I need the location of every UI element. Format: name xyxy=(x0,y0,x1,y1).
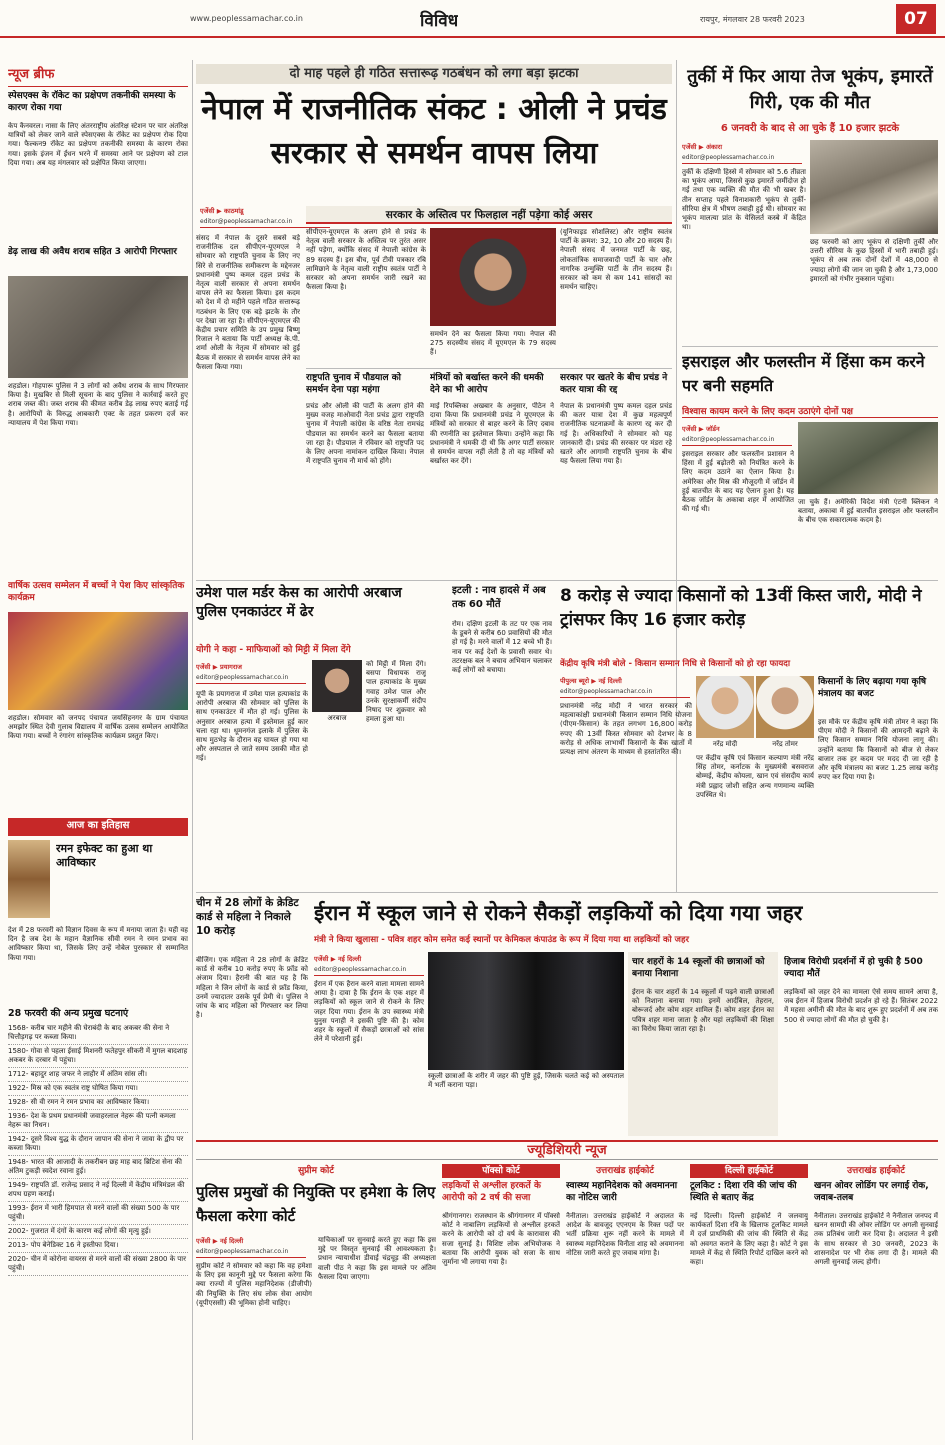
nepal-email: editor@peoplessamachar.co.in xyxy=(200,218,330,228)
brief-liquor-photo xyxy=(8,276,188,378)
sc-body2: याचिकाओं पर सुनवाई करते हुए कहा कि इस मुद्दे पर विस्तृत सुनवाई की आवश्यकता है। प्रधान न्यायाधीश डीवाई चंद्रचूड़ की अध्यक्षता वाली पीठ ने कहा कि इस मामले पर अंतिम फैसला दिया जाएगा। xyxy=(318,1236,436,1281)
israel-byline: एजेंसी ▶ जॉर्डन xyxy=(682,425,720,433)
history-event: 2020- चीन में कोरोना वायरस से मरने वालों की संख्या 2800 के पार पहुंची। xyxy=(8,1253,188,1276)
turkey-byline: एजेंसी ▶ अंकारा xyxy=(682,143,723,151)
nepal-sub-head: सरकार के अस्तित्व पर फिलहाल नहीं पड़ेगा कोई असर xyxy=(306,206,672,224)
pocso-label: पॉक्सो कोर्ट xyxy=(442,1164,560,1178)
history-events-title: 28 फरवरी की अन्य प्रमुख घटनाएं xyxy=(8,1008,129,1019)
uk2-label: उत्तराखंड हाईकोर्ट xyxy=(847,1166,905,1176)
iran-subhead: मंत्री ने किया खुलासा - पवित्र शहर कोम समेत कई स्थानों पर केमिकल कंपाउंड के रूप में दिया गया था लड़कियों को जहर xyxy=(314,935,689,945)
iran-box2-body: लड़कियों को जहर देने का मामला ऐसे समय सामने आया है, जब ईरान में हिजाब विरोधी प्रदर्शन हो रहे हैं। सितंबर 2022 में महसा अमीनी की मौत के बाद शुरू हुए प्रदर्शनों में अब तक 500 से ज्यादा लोगों की मौत हो चुकी है। xyxy=(784,988,938,1024)
italy-body: रोम। दक्षिण इटली के तट पर एक नाव के डूबने से करीब 60 प्रवासियों की मौत हो गई है। मरने वालों में 12 बच्चे भी हैं। नाव पर कई देशों के प्रवासी सवार थे। तटरक्षक बल ने बचाव अभियान चलाकर कई लोगों को बचाया। xyxy=(452,620,552,675)
turkey-rubble-photo xyxy=(810,140,938,234)
farmers-byline: पीपुल्स ब्यूरो ▶ नई दिल्ली xyxy=(560,677,622,685)
sc-title: पुलिस प्रमुखों की नियुक्ति पर हमेशा के लिए फैसला करेगा कोर्ट xyxy=(196,1183,436,1225)
brief-liquor-body: शहडोल। गोहपारू पुलिस ने 3 लोगों को अवैध शराब के साथ गिरफ्तार किया है। मुखबिर से मिली सूचना के बाद पुलिस ने कार्रवाई करते हुए शराब जब्त की। जब्त शराब की कीमत करीब डेढ़ लाख रुपए बताई गई है। आरोपियों के विरुद्ध आबकारी एक्ट के तहत प्रकरण दर्ज कर न्यायालय में पेश किया गया। xyxy=(8,382,188,427)
iran-byline: एजेंसी ▶ नई दिल्ली xyxy=(314,955,362,963)
pocso-title: लड़कियों से अश्लील हरकतें के आरोपी को 2 वर्ष की सजा xyxy=(442,1181,541,1203)
uk2-body: नैनीताल। उत्तराखंड हाईकोर्ट ने नैनीताल जनपद में खनन सामग्री की ओवर लोडिंग पर अगली सुनवाई तक प्रतिबंध जारी कर दिया है। अदालत ने इसी के साथ सरकार से 30 जनवरी, 2023 के शासनादेश पर भी रोक लगा दी है। मामले की अगली सुनवाई जल्द होगी। xyxy=(814,1212,938,1267)
umesh-body: यूपी के प्रयागराज में उमेश पाल हत्याकांड के आरोपी अरबाज की सोमवार को पुलिस के साथ एनकाउंटर में मौत हो गई। पुलिस के अनुसार अरबाज हत्या में इस्तेमाल हुई कार चला रहा था। धूमनगंज इलाके में पुलिस के साथ मुठभेड़ के दौरान वह घायल हो गया था और अस्पताल ले जाते समय उसकी मौत हो गई। xyxy=(196,690,308,763)
tomar-photo xyxy=(756,676,814,738)
iran-headline: ईरान में स्कूल जाने से रोकने सैकड़ों लड़कियों को दिया गया जहर xyxy=(314,901,803,925)
modi-caption: नरेंद्र मोदी xyxy=(712,740,738,748)
history-event: 1922- मिस्र को एक स्वतंत्र राष्ट्र घोषित किया गया। xyxy=(8,1082,188,1096)
iran-box1-title: चार शहरों के 14 स्कूलों की छात्राओं को बनाया निशाना xyxy=(632,957,765,979)
history-body: देश में 28 फरवरी को विज्ञान दिवस के रूप में मनाया जाता है। यही वह दिन है जब देश के महान वैज्ञानिक सीवी रमन ने रमन प्रभाव का आविष्कार किया था, जिसके लिए उन्हें नोबेल पुरस्कार से सम्मानित किया गया। xyxy=(8,926,188,962)
history-event: 1948- भारत की आजादी के तकरीबन छह माह बाद ब्रिटिश सेना की अंतिम टुकड़ी स्वदेश रवाना हुई। xyxy=(8,1156,188,1179)
history-event: 2013- पोप बेनेडिक्ट 16 ने इस्तीफा दिया। xyxy=(8,1239,188,1253)
turkey-body: तुर्की के दक्षिणी हिस्से में सोमवार को 5.6 तीव्रता का भूकंप आया, जिससे कुछ इमारतें जमींदोज हो गईं तथा एक व्यक्ति की मौत की भी खबर है। तीन सप्ताह पहले विनाशकारी भूकंप से तुर्की-सीरिया क्षेत्र में भीषण तबाही हुई थी। सोमवार का भूकंप मालत्या प्रांत के येसिलर्त कस्बे में केंद्रित था। xyxy=(682,168,806,232)
arbaz-photo xyxy=(312,660,362,712)
history-event: 1936- देश के प्रथम प्रधानमंत्री जवाहरलाल नेहरू की पत्नी कमला नेहरू का निधन। xyxy=(8,1110,188,1133)
turkey-subhead: 6 जनवरी के बाद से आ चुके हैं 10 हजार झटके xyxy=(720,123,900,134)
china-title: चीन में 28 लोगों के क्रेडिट कार्ड से महिला ने निकाले 10 करोड़ xyxy=(196,897,299,937)
uk1-body: नैनीताल। उत्तराखंड हाईकोर्ट ने अदालत के आदेश के बावजूद एएनएम के रिक्त पदों पर भर्ती प्रक्रिया शुरू नहीं करने के मामले में स्वास्थ्य महानिदेशक विनीता शाह को अवमानना नोटिस जारी करते हुए जवाब मांगा है। xyxy=(566,1212,684,1257)
uk1-title: स्वास्थ्य महानिदेशक को अवमानना का नोटिस जारी xyxy=(566,1181,678,1203)
umesh-body2: को मिट्टी में मिला देंगे। बसपा विधायक राजू पाल हत्याकांड के मुख्य गवाह उमेश पाल और उनके सुरक्षाकर्मी संदीप निषाद पर शुक्रवार को हमला हुआ था। xyxy=(366,660,426,724)
nepal-col1-title: राष्ट्रपति चुनाव में पौडयाल को समर्थन देना पड़ा महंगा xyxy=(306,373,401,395)
history-event: 1712- बहादुर शाह जफर ने लाहौर में अंतिम सांस ली। xyxy=(8,1068,188,1082)
brief-culture-body: शहडोल। सोमवार को जनपद पंचायत जयसिंहनगर के ग्राम पंचायत अमझोर स्थित देवी गुलाब विद्यालय में वार्षिक उत्सव सम्मेलन आयोजित किया गया। बच्चों ने रंगारंग सांस्कृतिक कार्यक्रम प्रस्तुत किए। xyxy=(8,714,188,741)
nepal-col2-title: मंत्रियों को बर्खास्त करने की धमकी देने का भी आरोप xyxy=(430,373,544,395)
nepal-headline: नेपाल में राजनीतिक संकट : ओली ने प्रचंड सरकार से समर्थन वापस लिया xyxy=(201,92,667,171)
dl-title: टूलकिट : दिशा रवि की जांच की स्थिति से बताए केंद्र xyxy=(690,1181,797,1203)
iran-girls-photo xyxy=(428,952,624,1070)
history-event: 1993- ईरान में भारी हिमपात से मरने वालों की संख्या 500 के पार पहुंची। xyxy=(8,1202,188,1225)
brief-spacex-title: स्पेसएक्स के रॉकेट का प्रक्षेपण तकनीकी समस्या के कारण रोका गया xyxy=(8,91,176,113)
italy-title: इटली : नाव हादसे में अब तक 60 मौतें xyxy=(452,585,546,610)
uk2-title: खनन ओवर लोडिंग पर लगाई रोक, जवाब-तलब xyxy=(814,1181,929,1203)
section-title: विविध xyxy=(420,11,459,31)
iran-box1-body: ईरान के चार शहरों के 14 स्कूलों में पढ़ने वाली छात्राओं को निशाना बनाया गया। इनमें आर्दबिल, तेहरान, बोरूजर्द और कोम शहर शामिल हैं। कोम शहर ईरान का पवित्र शहर माना जाता है और यहां लड़कियों की शिक्षा का विरोध किया जाता रहा है। xyxy=(632,988,774,1033)
umesh-subhead: योगी ने कहा - माफियाओं को मिट्टी में मिला देंगे xyxy=(196,645,351,655)
pocso-body: श्रीगंगानगर। राजस्थान के श्रीगंगानगर में पॉक्सो कोर्ट ने नाबालिग लड़कियों से अश्लील हरकतें करने के आरोपी को दो वर्ष के कारावास की सजा सुनाई है। विशिष्ट लोक अभियोजक ने बताया कि आरोपी युवक को सजा के साथ जुर्माना भी लगाया गया है। xyxy=(442,1212,560,1267)
brief-culture-photo xyxy=(8,612,188,710)
farmers-email: editor@peoplessamachar.co.in xyxy=(560,688,690,698)
hourglass-photo xyxy=(8,840,50,918)
israel-body2: जा चुके हैं। अमेरिकी विदेश मंत्री एंटनी ब्लिंकन ने बताया, अकाबा में हुई बातचीत इसराइल और फलस्तीन के बीच एक सकारात्मक कदम है। xyxy=(798,498,938,525)
umesh-email: editor@peoplessamachar.co.in xyxy=(196,674,306,684)
uk1-label: उत्तराखंड हाईकोर्ट xyxy=(596,1166,654,1176)
umesh-headline: उमेश पाल मर्डर केस का आरोपी अरबाज पुलिस एनकाउंटर में ढेर xyxy=(196,585,402,620)
farmers-headline: 8 करोड़ से ज्यादा किसानों को 13वीं किस्त जारी, मोदी ने ट्रांसफर किए 16 हजार करोड़ xyxy=(560,586,922,630)
history-event: 1949- राष्ट्रपति डॉ. राजेन्द्र प्रसाद ने नई दिल्ली में केंद्रीय मंत्रिमंडल की शपथ ग्रहण कराई। xyxy=(8,1179,188,1202)
iran-email: editor@peoplessamachar.co.in xyxy=(314,966,424,976)
arbaz-caption: अरबाज xyxy=(327,714,347,722)
israel-photo xyxy=(798,422,938,494)
page-header xyxy=(0,0,945,38)
sc-body: सुप्रीम कोर्ट ने सोमवार को कहा कि वह हमेशा के लिए इस कानूनी मुद्दे पर फैसला करेगा कि क्या राज्यों में पुलिस महानिदेशक (डीजीपी) की नियुक्ति के लिए संघ लोक सेवा आयोग (यूपीएससी) की भूमिका होनी चाहिए। xyxy=(196,1262,312,1307)
history-title: रमन इफेक्ट का हुआ था आविष्कार xyxy=(56,842,153,869)
sc-byline: एजेंसी ▶ नई दिल्ली xyxy=(196,1237,244,1245)
brief-culture-title: वार्षिक उत्सव सम्मेलन में बच्चों ने पेश किए सांस्कृतिक कार्यक्रम xyxy=(8,581,185,603)
israel-email: editor@peoplessamachar.co.in xyxy=(682,436,792,446)
history-event: 1928- सी वी रमन ने रमन प्रभाव का आविष्कार किया। xyxy=(8,1096,188,1110)
israel-subhead: विश्वास कायम करने के लिए कदम उठाएंगे दोनों पक्ष xyxy=(682,404,938,418)
israel-headline: इसराइल और फलस्तीन में हिंसा कम करने पर बनी सहमति xyxy=(682,352,925,395)
nepal-col1-body: प्रचंड और ओली की पार्टी के अलग होने की मुख्य वजह माओवादी नेता प्रचंड द्वारा राष्ट्रपति चुनाव में नेपाली कांग्रेस के वरिष्ठ नेता रामचंद्र पौडयाल का समर्थन करने का फैसला बताया जा रहा है। पौडयाल ने रविवार को राष्ट्रपति पद के लिए अपना नामांकन दाखिल किया। नेपाल में राष्ट्रपति चुनाव नौ मार्च को होंगे। xyxy=(306,402,424,466)
nepal-col2-body: माई रिपब्लिका अखबार के अनुसार, पीठेन ने दावा किया कि प्रधानमंत्री प्रचंड ने यूएमएल के मंत्रियों को सरकार से बाहर करने के लिए दबाव की रणनीति का इस्तेमाल किया। उन्होंने कहा कि प्रधानमंत्री ने धमकी दी थी कि अगर पार्टी सरकार से समर्थन वापस नहीं लेती है तो वह मंत्रियों को बर्खास्त कर देंगे। xyxy=(430,402,554,466)
website-url: www.peoplessamachar.co.in xyxy=(190,14,303,23)
turkey-email: editor@peoplessamachar.co.in xyxy=(682,154,802,164)
nepal-col3-title: सरकार पर खतरे के बीच प्रचंड ने कतर यात्रा की रद्द xyxy=(560,373,668,395)
history-event: 1568- करीब चार महीने की घेराबंदी के बाद अकबर की सेना ने चित्तौड़गढ़ पर कब्जा किया। xyxy=(8,1022,188,1045)
turkey-headline: तुर्की में फिर आया तेज भूकंप, इमारतें गिरी, एक की मौत xyxy=(687,66,933,113)
nepal-sub-body1: सीपीएन-यूएमएल के अलग होने से प्रचंड के नेतृत्व वाली सरकार के अस्तित्व पर तुरंत असर नहीं पड़ेगा, क्योंकि संसद में नेपाली कांग्रेस के 89 सदस्य हैं। इस बीच, पूर्व टीवी पत्रकार रबि लामिछाने के नेतृत्व वाली राष्ट्रीय स्वतंत्र पार्टी ने सरकार को अपना समर्थन जारी रखने का फैसला किया है। xyxy=(306,228,426,292)
nepal-kicker: दो माह पहले ही गठित सत्तारूढ़ गठबंधन को लगा बड़ा झटका xyxy=(196,64,672,84)
dateline: रायपुर, मंगलवार 28 फरवरी 2023 xyxy=(700,15,805,24)
iran-caption: स्कूली छात्राओं के शरीर में जहर की पुष्टि हुई, जिसके चलते कई को अस्पताल में भर्ती कराना पड़ा। xyxy=(428,1072,624,1090)
modi-photo xyxy=(696,676,754,738)
turkey-body2: छह फरवरी को आए भूकंप से दक्षिणी तुर्की और उत्तरी सीरिया के कुछ हिस्सों में भारी तबाही हुई। भूकंप से अब तक दोनों देशों में 48,000 से ज्यादा लोगों की जान जा चुकी है और 1,73,000 इमारतों को गंभीर नुकसान पहुंचा। xyxy=(810,238,938,283)
nepal-byline: एजेंसी ▶ काठमांडू xyxy=(200,207,244,215)
judiciary-label xyxy=(196,1140,938,1160)
nepal-body: संसद में नेपाल के दूसरे सबसे बड़े राजनीतिक दल सीपीएन-यूएमएल ने सोमवार को राष्ट्रपति चुनाव के लिए नए सिरे से राजनीतिक समीकरण के मद्देनजर प्रधानमंत्री पुष्प कमल दहल प्रचंड के नेतृत्व वाली सरकार से अपना समर्थन वापस लेने का फैसला किया। इस कदम को देश में दो महीने पहले गठित सत्तारूढ़ गठबंधन के लिए एक बड़े झटके के तौर पर देखा जा रहा है। सीपीएन-यूएमएल की केंद्रीय प्रचार समिति के उप प्रमुख बिष्णु रिजाल ने बताया कि पार्टी अध्यक्ष के.पी. शर्मा ओली के नेतृत्व में सोमवार को हुई बैठक में सरकार से समर्थन वापस लेने का फैसला किया गया। xyxy=(196,234,300,371)
farmers-body: प्रधानमंत्री नरेंद्र मोदी ने भारत सरकार की महत्वाकांक्षी प्रधानमंत्री किसान सम्मान निधि योजना (पीएम-किसान) के तहत लगभग 16,800 करोड़ रुपए की 13वीं किस्त सोमवार को देशभर के 8 करोड़ से अधिक लाभार्थी किसानों के बैंक खातों में प्रत्यक्ष लाभ अंतरण के माध्यम से हस्तांतरित की। xyxy=(560,702,692,757)
sc-email: editor@peoplessamachar.co.in xyxy=(196,1248,306,1258)
nepal-photo-caption: समर्थन देने का फैसला किया गया। नेपाल की 275 सदस्यीय संसद में यूएमएल के 79 सदस्य हैं। xyxy=(430,330,556,357)
farmers-side-body: इस मौके पर केंद्रीय कृषि मंत्री तोमर ने कहा कि पीएम मोदी ने किसानों की आमदनी बढ़ाने के लिए किसान सम्मान निधि योजना लागू की। उन्होंने बताया कि किसानों को बीज से लेकर बाजार तक हर कदम पर मदद दी जा रही है और कृषि मंत्रालय का बजट 1.25 लाख करोड़ रुपए कर दिया गया है। xyxy=(818,718,938,782)
tomar-caption: नरेंद्र तोमर xyxy=(772,740,798,748)
china-body: बीजिंग। एक महिला ने 28 लोगों के क्रेडिट कार्ड से करीब 10 करोड़ रुपए के फ्रॉड को अंजाम दिया। हैरानी की बात यह है कि महिला ने जिन लोगों के कार्ड से फ्रॉड किया, उनमें ज्यादातर उसके पूर्व प्रेमी थे। पुलिस ने जांच के बाद महिला को गिरफ्तार कर लिया है। xyxy=(196,956,308,1020)
iran-body: ईरान में एक हैरान करने वाला मामला सामने आया है। दावा है कि ईरान के एक शहर में लड़कियों को स्कूल जाने से रोकने के लिए जहर दिया गया। ईरान के उप स्वास्थ्य मंत्री युनुस पनाही ने इसकी पुष्टि की है। कोम शहर के स्कूलों में सैकड़ों छात्राओं को सांस लेने में परेशानी हुई। xyxy=(314,980,424,1044)
judiciary-label-text: ज्यूडिशियरी न्यूज xyxy=(527,1143,607,1158)
iran-box2-title: हिजाब विरोधी प्रदर्शनों में हो चुकी है 500 ज्यादा मौतें xyxy=(784,957,923,979)
farmers-subhead: केंद्रीय कृषि मंत्री बोले - किसान सम्मान निधि से किसानों को हो रहा फायदा xyxy=(560,659,791,669)
history-label: आज का इतिहास xyxy=(8,818,188,836)
history-events-list xyxy=(8,1022,188,1437)
farmers-body2: पर केंद्रीय कृषि एवं किसान कल्याण मंत्री नरेंद्र सिंह तोमर, कर्नाटक के मुख्यमंत्री बसवराज बोम्मई, केंद्रीय कोयला, खान एवं संसदीय कार्य मंत्री प्रह्लाद जोशी सहित अन्य गणमान्य व्यक्ति उपस्थित थे। xyxy=(696,754,814,799)
history-event: 1942- दूसरे विश्व युद्ध के दौरान जापान की सेना ने जावा के द्वीप पर कब्जा किया। xyxy=(8,1133,188,1156)
umesh-byline: एजेंसी ▶ प्रयागराज xyxy=(196,663,242,671)
israel-body: इसराइल सरकार और फलस्तीन प्रशासन ने हिंसा में हुई बढ़ोतरी को नियंत्रित करने के लिए कदम उठाने का ऐलान किया है। अमेरिका और मिस्र की मौजूदगी में जॉर्डन में हुई बातचीत के बाद यह ऐलान हुआ है। यह बैठक जॉर्डन के अकाबा शहर में आयोजित की गई थी। xyxy=(682,450,794,514)
history-event: 1580- गोवा से पहला ईसाई मिशनरी फतेहपुर सीकरी में मुगल बादशाह अकबर के दरबार में पहुंचा। xyxy=(8,1045,188,1068)
nepal-sub-body2: (यूनिफाइड सोशलिस्ट) और राष्ट्रीय स्वतंत्र पार्टी के क्रमश: 32, 10 और 20 सदस्य हैं। नेपाली संसद में जनमत पार्टी के छह, लोकतांत्रिक समाजवादी पार्टी के चार और नागरिक उन्मुक्ति पार्टी के तीन सदस्य हैं। सरकार को कम से कम 141 सांसदों का समर्थन चाहिए। xyxy=(560,228,672,292)
news-brief-label: न्यूज ब्रीफ xyxy=(8,67,55,82)
brief-spacex-body: केप कैनवरल। नासा के लिए अंतरराष्ट्रीय अंतरिक्ष स्टेशन पर चार अंतरिक्ष यात्रियों को लेकर जाने वाले स्पेसएक्स के रॉकेट का प्रक्षेपण रोक दिया गया। फैल्कन9 रॉकेट का प्रक्षेपण तकनीकी समस्या के कारण रोका गया। इसके इंजन में ईंधन भरने में समस्या आने पर प्रक्षेपण को टाल दिया गया। अब यह मंगलवार को प्रक्षेपित किया जाएगा। xyxy=(8,122,188,167)
dl-body: नई दिल्ली। दिल्ली हाईकोर्ट ने जलवायु कार्यकर्ता दिशा रवि के खिलाफ टूलकिट मामले में दर्ज प्राथमिकी की जांच की स्थिति से केंद्र को अवगत कराने के लिए कहा है। कोर्ट ने इस मामले में केंद्र से स्थिति रिपोर्ट दाखिल करने को कहा। xyxy=(690,1212,808,1267)
nepal-col3-body: नेपाल के प्रधानमंत्री पुष्प कमल दहल प्रचंड की कतर यात्रा देश में कुछ महत्वपूर्ण राजनीतिक घटनाक्रमों के कारण रद्द कर दी गई है। अधिकारियों ने सोमवार को यह जानकारी दी। प्रचंड की सरकार पर मंडरा रहे खतरे और आगामी राष्ट्रपति चुनाव के बीच यह फैसला लिया गया है। xyxy=(560,402,672,466)
page-number: 07 xyxy=(896,4,936,34)
sc-label: सुप्रीम कोर्ट xyxy=(298,1166,334,1176)
history-event: 2002- गुजरात में दंगों के कारण कई लोगों की मृत्यु हुई। xyxy=(8,1225,188,1239)
prachanda-photo xyxy=(430,228,556,326)
brief-liquor-title: डेढ़ लाख की अवैध शराब सहित 3 आरोपी गिरफ्तार xyxy=(8,247,177,257)
dl-label: दिल्ली हाईकोर्ट xyxy=(690,1164,808,1178)
farmers-side-title: किसानों के लिए बढ़ाया गया कृषि मंत्रालय का बजट xyxy=(818,677,927,699)
